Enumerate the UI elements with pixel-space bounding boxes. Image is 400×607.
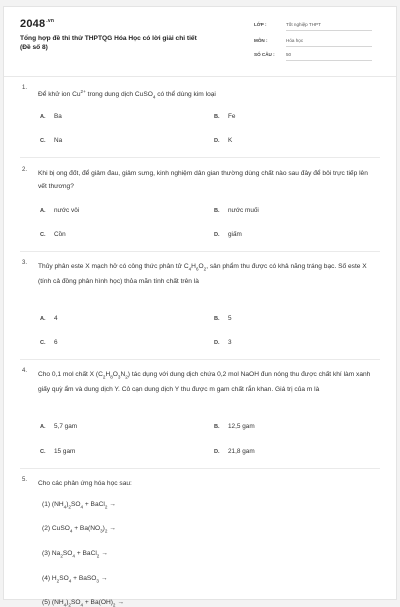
exam-page bbox=[3, 6, 397, 607]
question-divider bbox=[20, 468, 380, 469]
question-divider bbox=[20, 157, 380, 158]
option-letter: D. bbox=[214, 232, 220, 238]
option-text: Cồn bbox=[54, 231, 66, 238]
logo-suffix: .vn bbox=[46, 18, 55, 25]
question-divider bbox=[20, 359, 380, 360]
option-text: Fe bbox=[228, 113, 236, 120]
option-d[interactable] bbox=[214, 231, 242, 238]
meta-count-value: 50 bbox=[286, 52, 372, 61]
option-b[interactable] bbox=[214, 113, 235, 120]
reaction-1: (1) $(NH_4)_2SO_4$ + BaCl$_2$ → bbox=[42, 501, 116, 510]
question-text: Cho 0,1 mol chất X $(C_2H_8O_3N_2)$ tác dụng với dung dịch chứa 0,2 mol NaOH đun nóng thu được chất khí làm xanh giấy quỳ ẩm và dung dịch Y. Cô cạn dung dịch Y thu được m gam chất rắn khan. Giá trị của m là bbox=[38, 371, 371, 394]
option-text: 15 gam bbox=[54, 448, 76, 455]
exam-title bbox=[20, 34, 240, 52]
option-letter: B. bbox=[214, 114, 220, 120]
meta-class bbox=[254, 19, 374, 31]
option-text: nước muối bbox=[228, 207, 259, 214]
question-divider bbox=[20, 251, 380, 252]
reaction-4: (4) $H_2SO_4$ + BaSO$_3$ → bbox=[42, 575, 108, 584]
option-letter: C. bbox=[40, 232, 46, 238]
meta-subject-label: MÔN : bbox=[254, 38, 268, 43]
option-letter: A. bbox=[40, 208, 46, 214]
question-number: 2. bbox=[22, 167, 28, 173]
option-letter: D. bbox=[214, 138, 220, 144]
question-number: 3. bbox=[22, 260, 28, 266]
logo-text: 2048 bbox=[20, 18, 46, 30]
option-c[interactable] bbox=[40, 137, 62, 144]
option-letter: C. bbox=[40, 340, 46, 346]
option-a[interactable] bbox=[40, 423, 77, 430]
option-letter: D. bbox=[214, 340, 220, 346]
option-d[interactable] bbox=[214, 137, 232, 144]
option-text: 6 bbox=[54, 339, 58, 346]
question-text: Để khử ion $Cu^{2+}$ trong dung dịch CuSO$_4$ có thể dùng kim loại bbox=[38, 89, 216, 100]
option-b[interactable] bbox=[214, 423, 255, 430]
option-c[interactable] bbox=[40, 339, 58, 346]
option-c[interactable] bbox=[40, 231, 66, 238]
option-text: nước vôi bbox=[54, 207, 80, 214]
question-number: 5. bbox=[22, 477, 28, 483]
option-letter: A. bbox=[40, 424, 46, 430]
option-a[interactable] bbox=[40, 113, 62, 120]
option-text: 21,8 gam bbox=[228, 448, 255, 455]
option-letter: B. bbox=[214, 316, 220, 322]
option-letter: D. bbox=[214, 449, 220, 455]
option-text: K bbox=[228, 137, 233, 144]
question-text: Cho các phản ứng hóa học sau: bbox=[38, 480, 132, 487]
reaction-5: (5) $(NH_4)_2SO_4 + Ba(OH)_2$ → bbox=[42, 599, 124, 607]
option-text: giấm bbox=[228, 231, 242, 238]
exam-title-line1: Tổng hợp đề thi thử THPTQG Hóa Học có lời giải chi tiết bbox=[20, 35, 197, 42]
question-number: 4. bbox=[22, 368, 28, 374]
reaction-3: (3) $Na_2SO_4$ + BaCl$_2$ → bbox=[42, 550, 108, 559]
meta-count bbox=[254, 49, 374, 61]
option-text: Ba bbox=[54, 113, 62, 120]
exam-header bbox=[4, 7, 396, 77]
option-letter: B. bbox=[214, 424, 220, 430]
exam-title-line2: (Đề số 8) bbox=[20, 44, 48, 51]
option-letter: B. bbox=[214, 208, 220, 214]
site-logo[interactable] bbox=[20, 18, 54, 30]
meta-subject-value: Hóa học bbox=[286, 38, 372, 47]
question-text: Thủy phân este X mạch hở có công thức phân tử $C_4H_6O_2$, sản phẩm thu được có khả năng tráng bạc. Số este X (tính cả đồng phân hình học) thỏa mãn tính chất trên là bbox=[38, 263, 367, 286]
option-text: 3 bbox=[228, 339, 232, 346]
option-text: Na bbox=[54, 137, 63, 144]
option-b[interactable] bbox=[214, 207, 259, 214]
option-a[interactable] bbox=[40, 207, 79, 214]
meta-count-label: SỐ CÂU : bbox=[254, 52, 275, 57]
option-a[interactable] bbox=[40, 315, 58, 322]
option-d[interactable] bbox=[214, 448, 255, 455]
meta-subject bbox=[254, 35, 374, 47]
option-letter: A. bbox=[40, 316, 46, 322]
meta-class-value: Tốt nghiệp THPT bbox=[286, 22, 372, 31]
option-letter: A. bbox=[40, 114, 46, 120]
option-d[interactable] bbox=[214, 339, 232, 346]
option-text: 12,5 gam bbox=[228, 423, 255, 430]
option-letter: C. bbox=[40, 449, 46, 455]
option-b[interactable] bbox=[214, 315, 232, 322]
question-number: 1. bbox=[22, 85, 28, 91]
option-text: 5,7 gam bbox=[54, 423, 78, 430]
option-text: 4 bbox=[54, 315, 58, 322]
meta-class-label: LỚP : bbox=[254, 22, 267, 27]
option-text: 5 bbox=[228, 315, 232, 322]
option-c[interactable] bbox=[40, 448, 75, 455]
option-letter: C. bbox=[40, 138, 46, 144]
reaction-2: (2) CuSO$_4$ + $Ba(NO_3)_2$ → bbox=[42, 525, 116, 534]
question-text: Khi bị ong đốt, để giảm đau, giảm sưng, kinh nghiệm dân gian thường dùng chất nào sau đây để bôi trực tiếp lên vết thương? bbox=[38, 170, 368, 190]
